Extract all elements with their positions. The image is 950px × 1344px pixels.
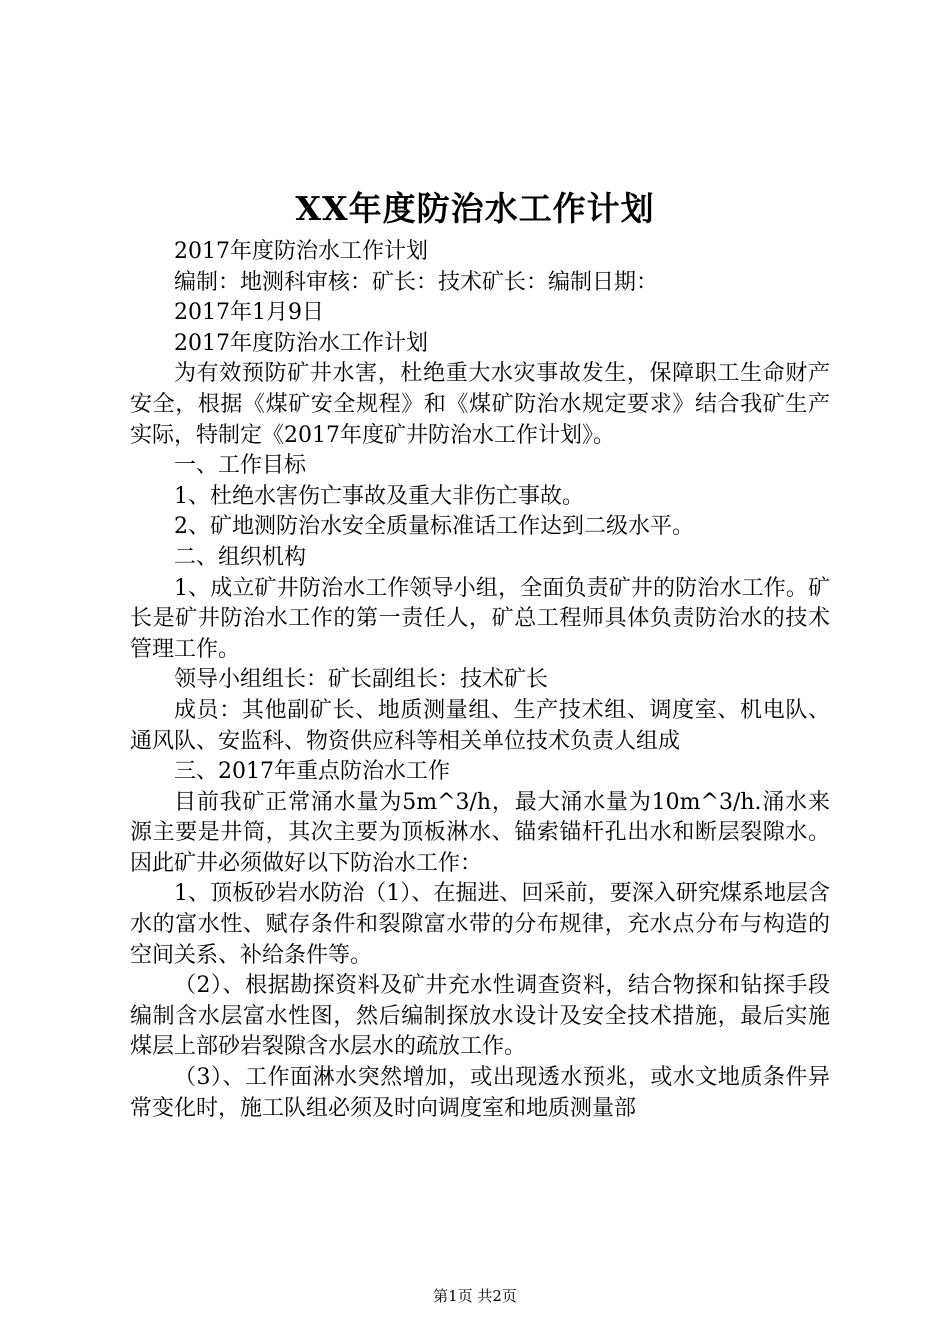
paragraph: 领导小组组长：矿长副组长：技术矿长	[174, 667, 549, 693]
paragraph: 目前我矿正常涌水量为5m^3/h，最大涌水量为10m^3/h.涌水来源主要是井筒，其次主要为顶板淋水、锚索锚杆孔出水和断层裂隙水。因此矿井必须做好以下防治水工作：	[130, 789, 830, 876]
page-footer: 第1页 共2页	[433, 1287, 517, 1305]
paragraph: （2）、根据勘探资料及矿井充水性调查资料，结合物探和钻探手段编制含水层富水性图，然后编制探放水设计及安全技术措施，最后实施煤层上部砂岩裂隙含水层水的疏放工作。	[130, 973, 830, 1060]
paragraph: 2017年度防治水工作计划	[174, 239, 428, 264]
paragraph: 2017年1月9日	[174, 300, 324, 326]
paragraph: 1、成立矿井防治水工作领导小组，全面负责矿井的防治水工作。矿长是矿井防治水工作的第一责任人，矿总工程师具体负责防治水的技术管理工作。	[130, 575, 830, 662]
paragraph: （3）、工作面淋水突然增加，或出现透水预兆，或水文地质条件异常变化时，施工队组必须及时向调度室和地质测量部	[130, 1065, 830, 1121]
document-body	[130, 237, 830, 1124]
paragraph: 1、顶板砂岩水防治（1）、在掘进、回采前，要深入研究煤系地层含水的富水性、赋存条件和裂隙富水带的分布规律，充水点分布与构造的空间关系、补给条件等。	[130, 881, 830, 968]
document-title: XX年度防治水工作计划	[295, 189, 655, 228]
paragraph: 成员：其他副矿长、地质测量组、生产技术组、调度室、机电队、通风队、安监科、物资供应科等相关单位技术负责人组成	[130, 697, 830, 754]
paragraph: 1、杜绝水害伤亡事故及重大非伤亡事故。	[174, 483, 584, 509]
section-heading: 三、2017年重点防治水工作	[174, 759, 450, 785]
paragraph: 为有效预防矿井水害，杜绝重大水灾事故发生，保障职工生命财产安全，根据《煤矿安全规程》和《煤矿防治水规定要求》结合我矿生产实际，特制定《2017年度矿井防治水工作计划》。	[130, 361, 830, 448]
section-heading: 一、工作目标	[174, 453, 307, 479]
section-heading: 二、组织机构	[174, 544, 307, 570]
paragraph: 编制：地测科审核：矿长：技术矿长：编制日期：	[174, 269, 659, 295]
paragraph: 2017年度防治水工作计划	[174, 330, 428, 356]
paragraph: 2、矿地测防治水安全质量标准话工作达到二级水平。	[174, 514, 694, 540]
